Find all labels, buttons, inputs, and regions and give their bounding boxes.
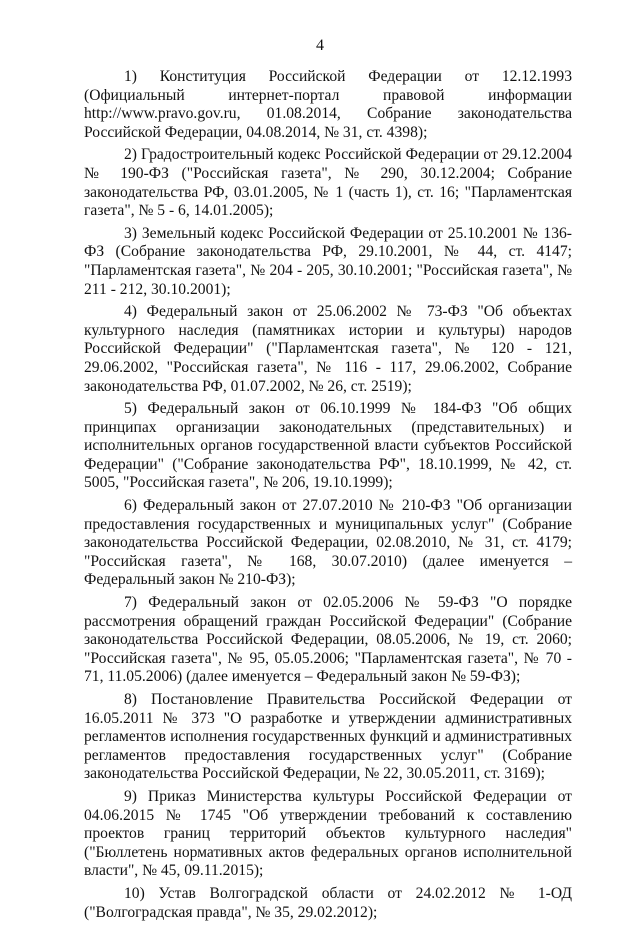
- page-number: 4: [316, 37, 324, 54]
- list-item-7: 7) Федеральный закон от 02.05.2006 № 59-ФЗ "О порядке рассмотрения обращений граждан Российской Федерации" (Собрание законодательства Российской Федерации, 08.05.2006, № 19, ст. 2060; "Российская газета", № 95, 05.05.2006; "Парламентская газета", № 70 - 71, 11.05.2006) (далее именуется – Федеральный закон № 59-ФЗ);: [84, 594, 572, 686]
- list-item-4: 4) Федеральный закон от 25.06.2002 № 73-ФЗ "Об объектах культурного наследия (памятниках истории и культуры) народов Российской Федерации" ("Парламентская газета", № 120 - 121, 29.06.2002, "Российская газета", № 116 - 117, 29.06.2002, Собрание законодательства РФ, 01.07.2002, № 26, ст. 2519);: [84, 303, 572, 395]
- list-item-1: 1) Конституция Российской Федерации от 12.12.1993 (Официальный интернет-портал правовой информации http://www.pravo.gov.ru, 01.08.2014, Собрание законодательства Российской Федерации, 04.08.2014, № 31, ст. 4398);: [84, 68, 572, 141]
- list-item-3: 3) Земельный кодекс Российской Федерации от 25.10.2001 № 136-ФЗ (Собрание законодательства РФ, 29.10.2001, № 44, ст. 4147; "Парламентская газета", № 204 - 205, 30.10.2001; "Российская газета", № 211 - 212, 30.10.2001);: [84, 224, 572, 298]
- list-item-10: 10) Устав Волгоградской области от 24.02.2012 № 1-ОД ("Волгоградская правда", № 35, 29.02.2012);: [84, 884, 572, 921]
- list-item-5: 5) Федеральный закон от 06.10.1999 № 184-ФЗ "Об общих принципах организации законодательных (представительных) и исполнительных органов государственной власти субъектов Российской Федерации" ("Собрание законодательства РФ", 18.10.1999, № 42, ст. 5005, "Российская газета", № 206, 19.10.1999);: [84, 400, 572, 492]
- list-item-2: 2) Градостроительный кодекс Российской Федерации от 29.12.2004 № 190-ФЗ ("Российская газета", № 290, 30.12.2004; Собрание законодательства РФ, 03.01.2005, № 1 (часть 1), ст. 16; "Парламентская газета", № 5 - 6, 14.01.2005);: [84, 146, 572, 220]
- list-item-8: 8) Постановление Правительства Российской Федерации от 16.05.2011 № 373 "О разработке и утверждении административных регламентов исполнения государственных функций и административных регламентов предоставления государственных услуг" (Собрание законодательства Российской Федерации, № 22, 30.05.2011, ст. 3169);: [84, 691, 572, 783]
- list-item-6: 6) Федеральный закон от 27.07.2010 № 210-ФЗ "Об организации предоставления государственных и муниципальных услуг" (Собрание законодательства Российской Федерации, 02.08.2010, № 31, ст. 4179; "Российская газета", № 168, 30.07.2010) (далее именуется – Федеральный закон № 210-ФЗ);: [84, 497, 572, 589]
- list-item-9: 9) Приказ Министерства культуры Российской Федерации от 04.06.2015 № 1745 "Об утверждении требований к составлению проектов границ территорий объектов культурного наследия" ("Бюллетень нормативных актов федеральных органов исполнительной власти", № 45, 09.11.2015);: [84, 787, 572, 880]
- legal-acts-list: [84, 68, 572, 926]
